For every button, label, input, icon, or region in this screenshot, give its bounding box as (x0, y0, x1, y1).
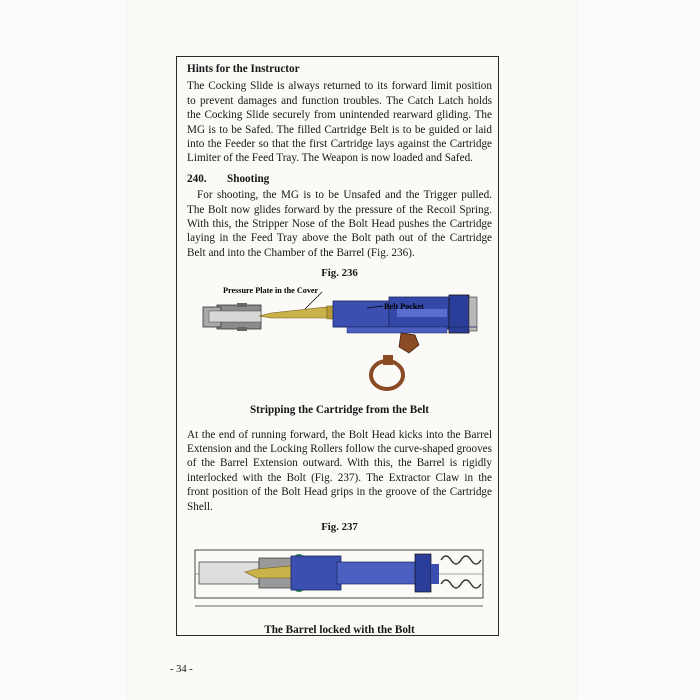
section-heading (187, 172, 492, 186)
hints-title: Hints for the Instructor (187, 63, 300, 75)
section-number: 240. (187, 172, 207, 185)
paragraph-2: At the end of running forward, the Bolt Head kicks into the Barrel Extension and the Locking Rollers follow the curve-shaped grooves of the Barrel Extension outward. With this, the Barrel is rigidly interlocked with the Bolt (Fig. 237). The Extractor Claw in the front position of the Bolt Head grips in the groove of the Cartridge Shell. (187, 428, 492, 513)
trigger-shape (371, 333, 419, 389)
fig236-drawing (187, 283, 492, 395)
pressure-plate-label: Pressure Plate in the Cover (223, 285, 319, 295)
belt-pocket-label: Belt Pocket (384, 301, 424, 311)
fig237-title: Fig. 237 (321, 520, 358, 533)
fig236-figure (187, 283, 492, 399)
fig236-caption: Stripping the Cartridge from the Belt (249, 404, 430, 417)
fig236-title: Fig. 236 (321, 267, 358, 280)
locked-bolt-shape (291, 554, 439, 592)
recoil-spring-shape (441, 556, 481, 588)
fig237-figure (187, 536, 492, 618)
bolt-shape (333, 295, 477, 333)
page-number: - 34 - (170, 664, 193, 675)
cartridge-shape (259, 306, 333, 319)
section-paragraph: For shooting, the MG is to be Unsafed and the Trigger pulled. The Bolt now glides forward by the pressure of the Recoil Spring. With this, the Stripper Nose of the Bolt Head pushes the Cartridge laying in the Feed Tray above the Bolt path out of the Cartridge Belt and into the Chamber of the Barrel (Fig. 236). (187, 189, 492, 259)
hints-paragraph: The Cocking Slide is always returned to its forward limit position to prevent damages and function troubles. The Catch Latch holds the Cocking Slide securely from unintended rearward gliding. The MG is to be Safed. The filled Cartridge Belt is to be guided or laid into the Feeder so that the first Cartridge lays against the Cartridge Limiter of the Feed Tray. The Weapon is now loaded and Safed. (187, 80, 492, 165)
page-content (187, 62, 492, 637)
barrel-extension-shape (203, 303, 261, 331)
section-title: Shooting (227, 172, 270, 185)
fig237-drawing (187, 536, 492, 614)
fig237-caption: The Barrel locked with the Bolt (264, 623, 415, 636)
